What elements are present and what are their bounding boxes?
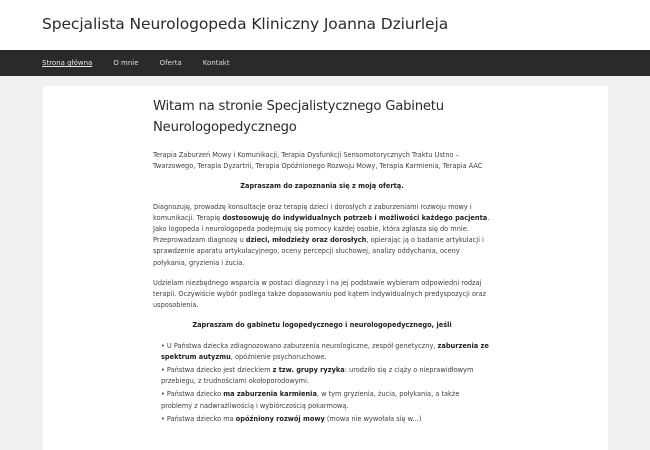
text-segment: , w tym gryzienia, żucia, połykania, a także problemy z nadwrażliwością i wybiórczością pokarmową.: [161, 390, 460, 410]
offer-invitation: Zapraszam do zapoznania się z moją ofertą.: [240, 182, 404, 191]
reasons-list: [161, 341, 491, 425]
text-segment: Diagnozuję, prowadzę konsultacje oraz terapię dzieci i dorosłych z zaburzeniami rozwoju mowy i komunikacji. Terapię: [153, 202, 472, 222]
text-segment: Państwa dziecko: [166, 390, 224, 399]
text-segment: U Państwa dziecka zdiagnozowano zaburzenia neurologiczne, zespół genetyczny,: [166, 341, 438, 350]
text-segment: Państwa dziecko ma: [166, 414, 236, 423]
intro-paragraph: Terapia Zaburzeń Mowy i Komunikacji, Terapia Dysfunkcji Sensomotorycznych Traktu Ustno – Twarzowego, Terapia Dyzartrii, Terapia Opóźnionego Rozwoju Mowy, Terapia Karmienia, Terapia AAC: [153, 151, 483, 171]
page-title: Witam na stronie Specjalistycznego Gabinetu Neurologopedycznego: [153, 99, 444, 135]
bullet-icon: •: [161, 390, 165, 399]
site-title[interactable]: Specjalista Neurologopeda Kliniczny Joanna Dziurleja: [42, 15, 449, 33]
page-article: [153, 96, 491, 427]
bullet-icon: •: [161, 414, 165, 423]
nav-item-contact[interactable]: Kontakt: [202, 59, 230, 67]
list-item: [161, 365, 491, 387]
nav-item-home[interactable]: Strona główna: [42, 59, 93, 67]
support-paragraph: Udzielam niezbędnego wsparcia w postaci diagnozy i na jej podstawie wybieram odpowiedni rodzaj terapii. Oczywiście wybór podlega także dopasowaniu pod kątem indywidualnych predyspozycji oraz usposobienia.: [153, 278, 487, 310]
text-segment: Państwa dziecko jest dzieckiem: [166, 366, 273, 375]
nav-item-offer[interactable]: Oferta: [159, 59, 182, 67]
bold-text: dostosowuję do indywidualnych potrzeb i możliwości każdego pacjenta: [222, 213, 488, 222]
bold-text: ma zaburzenia karmienia: [223, 390, 317, 399]
text-segment: : urodziło się z ciąży o nieprawidłowym przebiegu, z trudnościami okołoporodowymi.: [161, 366, 474, 386]
content-area: [43, 86, 608, 450]
bold-text: dzieci, młodzieży oraz dorosłych: [245, 236, 367, 245]
site-header: [0, 0, 650, 50]
bold-text: z tzw. grupy ryzyka: [272, 366, 345, 375]
bold-text: opóźniony rozwój mowy: [235, 414, 325, 423]
bullet-icon: •: [161, 366, 165, 375]
text-segment: (mowa nie wywołała się w...): [324, 414, 422, 423]
text-segment: , opierając ją o badanie artykulacji i sprawdzenie aparatu artykulacyjnego, oceny percepcji słuchowej, analizy oddychania, oceny połykania, gryzienia i żucia.: [153, 236, 484, 267]
nav-item-about[interactable]: O mnie: [113, 59, 139, 67]
diagnosis-paragraph: [153, 202, 491, 269]
main-navigation: [0, 50, 650, 76]
list-item: [161, 389, 491, 411]
list-item: [161, 414, 491, 425]
list-item: [161, 341, 491, 363]
text-segment: , opóźnienie psychoruchowe.: [230, 352, 327, 361]
bullet-icon: •: [161, 341, 165, 350]
clinic-invitation: Zapraszam do gabinetu logopedycznego i neurologopedycznego, jeśli: [192, 321, 452, 330]
bold-text: zaburzenia ze spektrum autyzmu: [161, 341, 489, 361]
text-segment: . Jako logopeda i neurologopeda podejmuję się pomocy każdej osobie, która zgłasza się do mnie. Przeprowadzam diagnozę u: [153, 213, 490, 245]
